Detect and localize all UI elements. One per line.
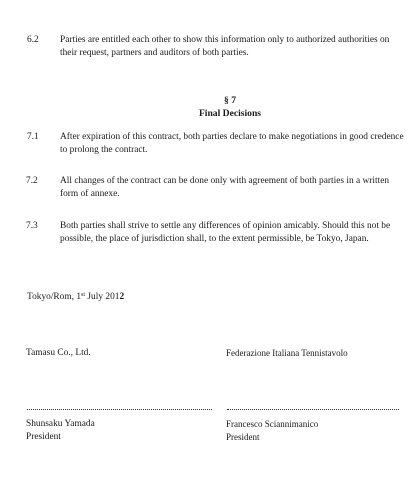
signature-line-right <box>227 409 399 410</box>
clause-line: possible, the place of jurisdiction shall, to the extent permissible, be Tokyo, Japan. <box>60 234 369 244</box>
clause-line: All changes of the contract can be done only with agreement of both parties in a written <box>60 176 390 186</box>
clause-line: their request, partners and auditors of both parties. <box>60 48 249 58</box>
clause-number: 7.2 <box>26 176 38 186</box>
clause-text <box>60 131 410 157</box>
place-date-last-digit: 2 <box>119 292 125 302</box>
clause-line: Both parties shall strive to settle any differences of opinion amicably. Should this not be <box>60 221 391 231</box>
signer-name: Shunsaku Yamada <box>26 419 95 429</box>
party-left-company: Tamasu Co., Ltd. <box>26 348 91 358</box>
clause-number: 6.2 <box>27 35 39 45</box>
signer-left <box>26 418 95 444</box>
clause-line: form of annexe. <box>60 189 120 199</box>
clause-text <box>60 175 410 201</box>
ordinal-suffix: st <box>81 292 86 298</box>
section-title: Final Decisions <box>198 108 262 119</box>
clause-line: Parties are entitled each other to show this information only to authorized authorities on <box>60 35 390 45</box>
signer-right <box>226 418 318 444</box>
section-heading <box>160 94 300 120</box>
place-date-prefix: Tokyo/Rom, 1 <box>27 292 82 302</box>
place-date <box>27 291 124 304</box>
signer-title: President <box>226 432 260 442</box>
signer-title: President <box>26 432 61 442</box>
signer-name: Francesco Sciannimanico <box>226 419 319 429</box>
party-right-company: Federazione Italiana Tennistavolo <box>226 348 348 358</box>
clause-line: to prolong the contract. <box>60 145 148 155</box>
signature-line-left <box>27 409 212 410</box>
clause-line: After expiration of this contract, both parties declare to make negotiations in good credence <box>60 132 404 142</box>
clause-text <box>60 34 410 60</box>
section-symbol: § 7 <box>224 95 236 106</box>
place-date-middle: July 201 <box>85 292 120 302</box>
clause-text <box>60 220 410 246</box>
clause-number: 7.3 <box>26 221 38 231</box>
clause-number: 7.1 <box>27 132 39 142</box>
